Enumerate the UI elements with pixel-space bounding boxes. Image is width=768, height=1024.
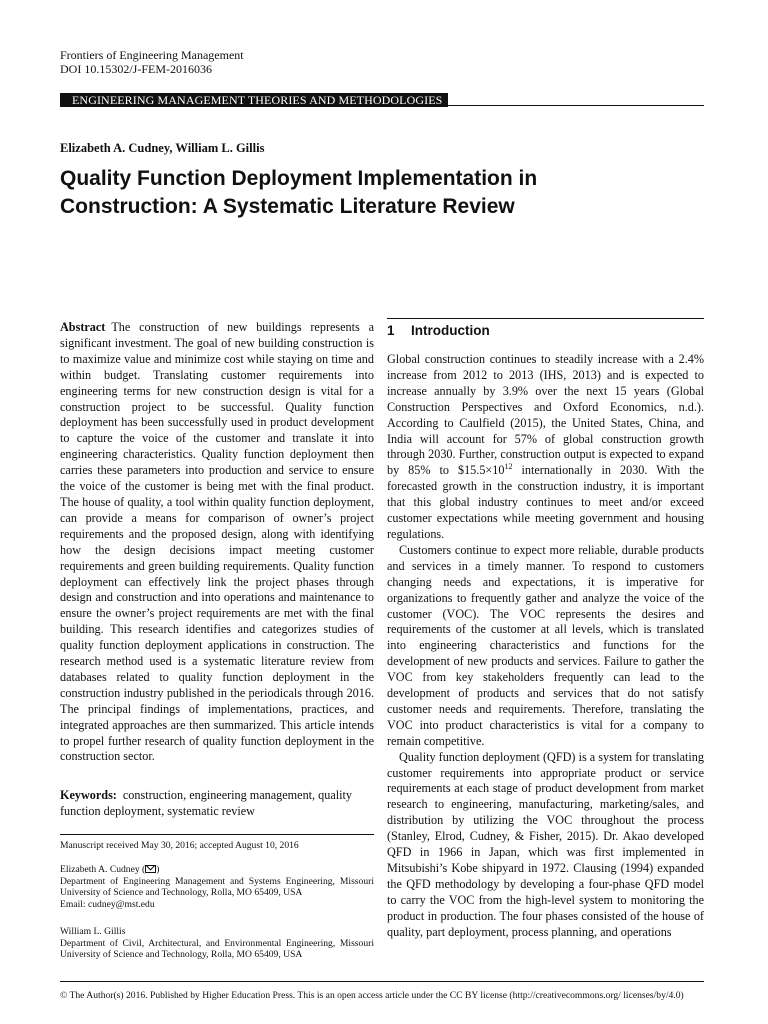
section-label: ENGINEERING MANAGEMENT THEORIES AND METHODOLOGIES bbox=[60, 93, 448, 107]
author-1-name: Elizabeth A. Cudney ( ) bbox=[60, 864, 160, 875]
envelope-icon bbox=[145, 865, 156, 873]
intro-paragraph-1: Global construction continues to steadily increase with a 2.4% increase from 2012 to 2013 (IHS, 2013) and is expected to increase annually by 3.9% over the next 15 years (Global Construction Perspectives and Oxford Economics, n.d.). According to Caulfield (2015), the United States, China, and India will account for 57% of global construction growth through 2030. Further, construction output is expected to expand by 85% to $\$15.5\times 10^{12}$ internationally in 2030. With the forecasted growth in the construction industry, it is important that this global industry continues to meet and/or exceed customer expectations while meeting government and housing regulations. bbox=[387, 352, 704, 541]
introduction-body bbox=[387, 352, 704, 941]
intro-paragraph-3: Quality function deployment (QFD) is a system for translating customer requirements into appropriate product or service requirements at each stage of product development from market research to engineering, manufacturing, marketing/sales, and distribution by utilizing the VOC throughout the process (Stanley, Elrod, Cudney, & Fisher, 2015). Dr. Akao developed QFD in 1966 in Japan, which was first implemented in Mitsubishi’s Kobe shipyard in 1972. Clausing (1994) expanded the QFD methodology by developing a four-phase QFD model to carry the VOC from the high-level system to monitoring the product in production. The four phases consisted of the house of quality, part deployment, process planning, and operations bbox=[387, 749, 704, 939]
manuscript-dates: Manuscript received May 30, 2016; accepted August 10, 2016 bbox=[60, 840, 299, 851]
title-line-1: Quality Function Deployment Implementation in bbox=[60, 167, 538, 190]
article-authors: Elizabeth A. Cudney, William L. Gillis bbox=[60, 141, 265, 155]
footnote-divider bbox=[60, 834, 374, 835]
license-notice: © The Author(s) 2016. Published by Higher Education Press. This is an open access article under the CC BY license (http://creativecommons.org/ licenses/by/4.0) bbox=[60, 990, 684, 1001]
keywords-text: construction, engineering management, quality function deployment, systematic review bbox=[60, 788, 352, 818]
abstract-heading: Abstract bbox=[60, 320, 106, 334]
author-2-department: Department of Civil, Architectural, and Environmental Engineering, Missouri University of Science and Technology, Rolla, MO 65409, USA bbox=[60, 937, 374, 961]
journal-name: Frontiers of Engineering Management bbox=[60, 48, 244, 62]
license-divider bbox=[60, 981, 704, 982]
keywords bbox=[60, 788, 374, 820]
title-line-2: Construction: A Systematic Literature Review bbox=[60, 195, 515, 218]
introduction-heading bbox=[387, 318, 704, 340]
doi: DOI 10.15302/J-FEM-2016036 bbox=[60, 62, 212, 76]
author-1-email[interactable]: Email: cudney@mst.edu bbox=[60, 898, 155, 910]
author-2-name: William L. Gillis bbox=[60, 926, 126, 937]
section-number: 1 bbox=[387, 323, 395, 338]
abstract bbox=[60, 320, 374, 765]
author-1-department: Department of Engineering Management and Systems Engineering, Missouri University of Science and Technology, Rolla, MO 65409, USA bbox=[60, 875, 374, 899]
journal-header bbox=[60, 48, 244, 76]
article-title bbox=[60, 165, 700, 221]
author-2-affiliation bbox=[60, 926, 374, 961]
keywords-label: Keywords: bbox=[60, 788, 117, 802]
author-1-affiliation bbox=[60, 864, 374, 910]
section-banner bbox=[60, 91, 704, 106]
section-title: Introduction bbox=[411, 323, 490, 338]
intro-paragraph-2: Customers continue to expect more reliable, durable products and services in a timely manner. To respond to customers changing needs and expectations, it is imperative for organizations to frequently gather and analyze the voice of the customer (VOC). The VOC represents the desires and requirements of the customer at all levels, which is translated into engineering characteristics and functions for the development of new products and services. Failure to gather the VOC from key stakeholders frequently can lead to the development of products and services that do not satisfy customer needs and requirements. Therefore, translating the VOC into product characteristics is vital for a company to remain competitive. bbox=[387, 542, 704, 748]
abstract-text: The construction of new buildings represents a significant investment. The goal of new building construction is to maximize value and minimize cost while staying on time and within budget. Translating customer requirements into engineering terms for new construction design is vital for a construction project to be successful. Quality function deployment has been successfully used in product development to capture the voice of the customer and translate it into engineering characteristics. Quality function deployment then carries these parameters into production and service to ensure the voice of the customer is being met with the final product. The house of quality, a tool within quality function deployment, can provide a means for comparison of owner’s project requirements and the proposed design, along with identifying how the design decisions impact meeting customer requirements and green building requirements. Quality function deployment can effectively link the project phases through design and construction and into operations and maintenance to ensure the owner’s project requirements are met with the final building. This research identifies and categorizes studies of quality function deployment applications in construction. The research method used is a systematic literature review from databases related to quality function deployment in the construction industry published in the periodicals through 2016. The principal findings of implementations, practices, and integrated approaches are then summarized. This article intends to propel further research of quality function deployment in the construction sector. bbox=[60, 320, 374, 764]
